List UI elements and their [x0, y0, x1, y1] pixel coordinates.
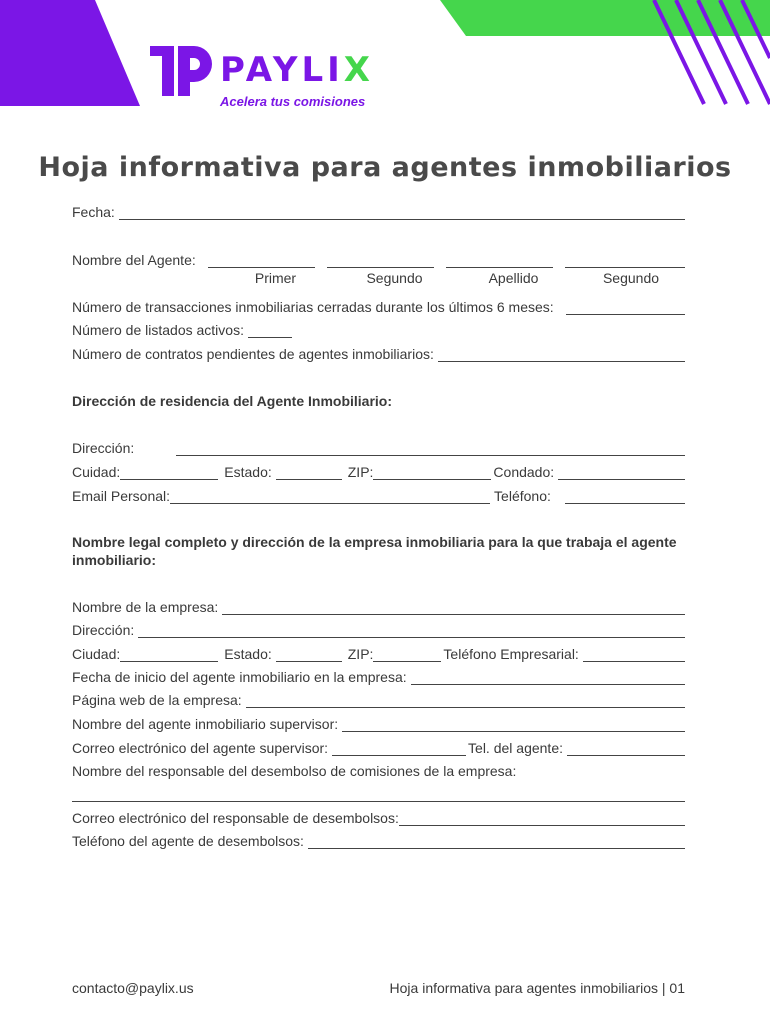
tel-agente-label: Tel. del agente:: [468, 740, 563, 756]
correo-responsable-label: Correo electrónico del responsable de desembolsos:: [72, 810, 399, 826]
res-direccion-row: [72, 438, 685, 456]
logo-wordmark: PAYLIX: [220, 50, 375, 90]
transacciones-field[interactable]: [566, 301, 685, 315]
fecha-label: Fecha:: [72, 204, 115, 220]
name-part-label: Segundo: [366, 270, 423, 286]
agent-lastname-field[interactable]: [446, 254, 553, 268]
name-part-label: Apellido: [488, 270, 539, 286]
res-ciudad-field[interactable]: [120, 466, 218, 480]
agent-name-label: Nombre del Agente:: [72, 252, 196, 268]
contratos-row: [72, 344, 685, 362]
residence-section-heading: Dirección de residencia del Agente Inmobiliario:: [72, 393, 393, 409]
emp-zip-label: ZIP:: [347, 646, 374, 662]
fecha-inicio-field[interactable]: [411, 671, 685, 685]
page-title: Hoja informativa para agentes inmobiliarios: [38, 152, 732, 183]
res-email-field[interactable]: [170, 490, 490, 504]
emp-zip-field[interactable]: [373, 648, 441, 662]
emp-ciudad-label: Ciudad:: [72, 646, 121, 662]
supervisor-label: Nombre del agente inmobiliario supervisor:: [72, 716, 339, 732]
footer-email[interactable]: contacto@paylix.us: [72, 980, 194, 996]
telefono-desembolsos-row: [72, 831, 685, 849]
correo-supervisor-row: [72, 738, 685, 756]
responsable-row: [72, 761, 685, 779]
listados-field[interactable]: [248, 324, 292, 338]
empresa-field[interactable]: [222, 601, 685, 615]
logo-tagline: Acelera tus comisiones: [220, 94, 366, 109]
correo-responsable-field[interactable]: [399, 812, 685, 826]
transacciones-row: [72, 297, 685, 315]
emp-direccion-label: Dirección:: [72, 622, 135, 638]
res-telefono-label: Teléfono:: [494, 488, 551, 504]
agent-first-name-field[interactable]: [208, 254, 315, 268]
res-direccion-field[interactable]: [176, 442, 685, 456]
responsable-label: Nombre del responsable del desembolso de comisiones de la empresa:: [72, 763, 517, 779]
res-zip-label: ZIP:: [347, 464, 374, 480]
agent-second-lastname-field[interactable]: [565, 254, 685, 268]
purple-corner-shape: [0, 0, 140, 106]
emp-estado-field[interactable]: [276, 648, 342, 662]
correo-responsable-row: [72, 808, 685, 826]
res-city-row: [72, 462, 685, 480]
fecha-inicio-row: [72, 667, 685, 685]
correo-supervisor-label: Correo electrónico del agente supervisor:: [72, 740, 329, 756]
res-telefono-field[interactable]: [565, 490, 685, 504]
contratos-field[interactable]: [438, 348, 685, 362]
emp-telefono-field[interactable]: [583, 648, 685, 662]
logo-mark-icon: [150, 46, 212, 98]
name-part-label: Primer: [254, 270, 297, 286]
name-part-label: Segundo: [602, 270, 660, 286]
emp-direccion-row: [72, 620, 685, 638]
tel-agente-field[interactable]: [567, 742, 685, 756]
transacciones-label: Número de transacciones inmobiliarias cerradas durante los últimos 6 meses:: [72, 299, 554, 315]
fecha-field[interactable]: [119, 206, 685, 220]
res-estado-label: Estado:: [224, 464, 272, 480]
agent-name-row: [72, 250, 685, 268]
pagina-web-label: Página web de la empresa:: [72, 692, 242, 708]
responsable-field[interactable]: [72, 788, 685, 802]
listados-label: Número de listados activos:: [72, 322, 244, 338]
contratos-label: Número de contratos pendientes de agentes inmobiliarios:: [72, 346, 434, 362]
pagina-web-field[interactable]: [246, 694, 685, 708]
responsable-line-row: [72, 784, 685, 802]
res-email-label: Email Personal:: [72, 488, 171, 504]
correo-supervisor-field[interactable]: [332, 742, 466, 756]
supervisor-row: [72, 714, 685, 732]
agent-second-name-field[interactable]: [327, 254, 434, 268]
empresa-label: Nombre de la empresa:: [72, 599, 219, 615]
res-condado-label: Condado:: [493, 464, 555, 480]
fecha-inicio-label: Fecha de inicio del agente inmobiliario en la empresa:: [72, 669, 407, 685]
footer-page-label: Hoja informativa para agentes inmobiliarios | 01: [389, 980, 685, 996]
emp-ciudad-field[interactable]: [120, 648, 218, 662]
telefono-desembolsos-field[interactable]: [308, 835, 685, 849]
fecha-row: [72, 202, 685, 220]
listados-row: [72, 320, 685, 338]
company-section-heading: Nombre legal completo y dirección de la empresa inmobiliaria para la que trabaja el agente inmobiliario:: [72, 534, 677, 568]
emp-estado-label: Estado:: [224, 646, 272, 662]
res-estado-field[interactable]: [276, 466, 342, 480]
emp-city-row: [72, 644, 685, 662]
empresa-row: [72, 597, 685, 615]
supervisor-field[interactable]: [342, 718, 685, 732]
res-condado-field[interactable]: [558, 466, 685, 480]
res-zip-field[interactable]: [373, 466, 491, 480]
paylix-logo: [150, 44, 390, 114]
emp-direccion-field[interactable]: [138, 624, 685, 638]
telefono-desembolsos-label: Teléfono del agente de desembolsos:: [72, 833, 304, 849]
res-email-row: [72, 486, 685, 504]
pagina-web-row: [72, 690, 685, 708]
res-ciudad-label: Cuidad:: [72, 464, 121, 480]
res-direccion-label: Dirección:: [72, 440, 135, 456]
emp-telefono-label: Teléfono Empresarial:: [443, 646, 579, 662]
